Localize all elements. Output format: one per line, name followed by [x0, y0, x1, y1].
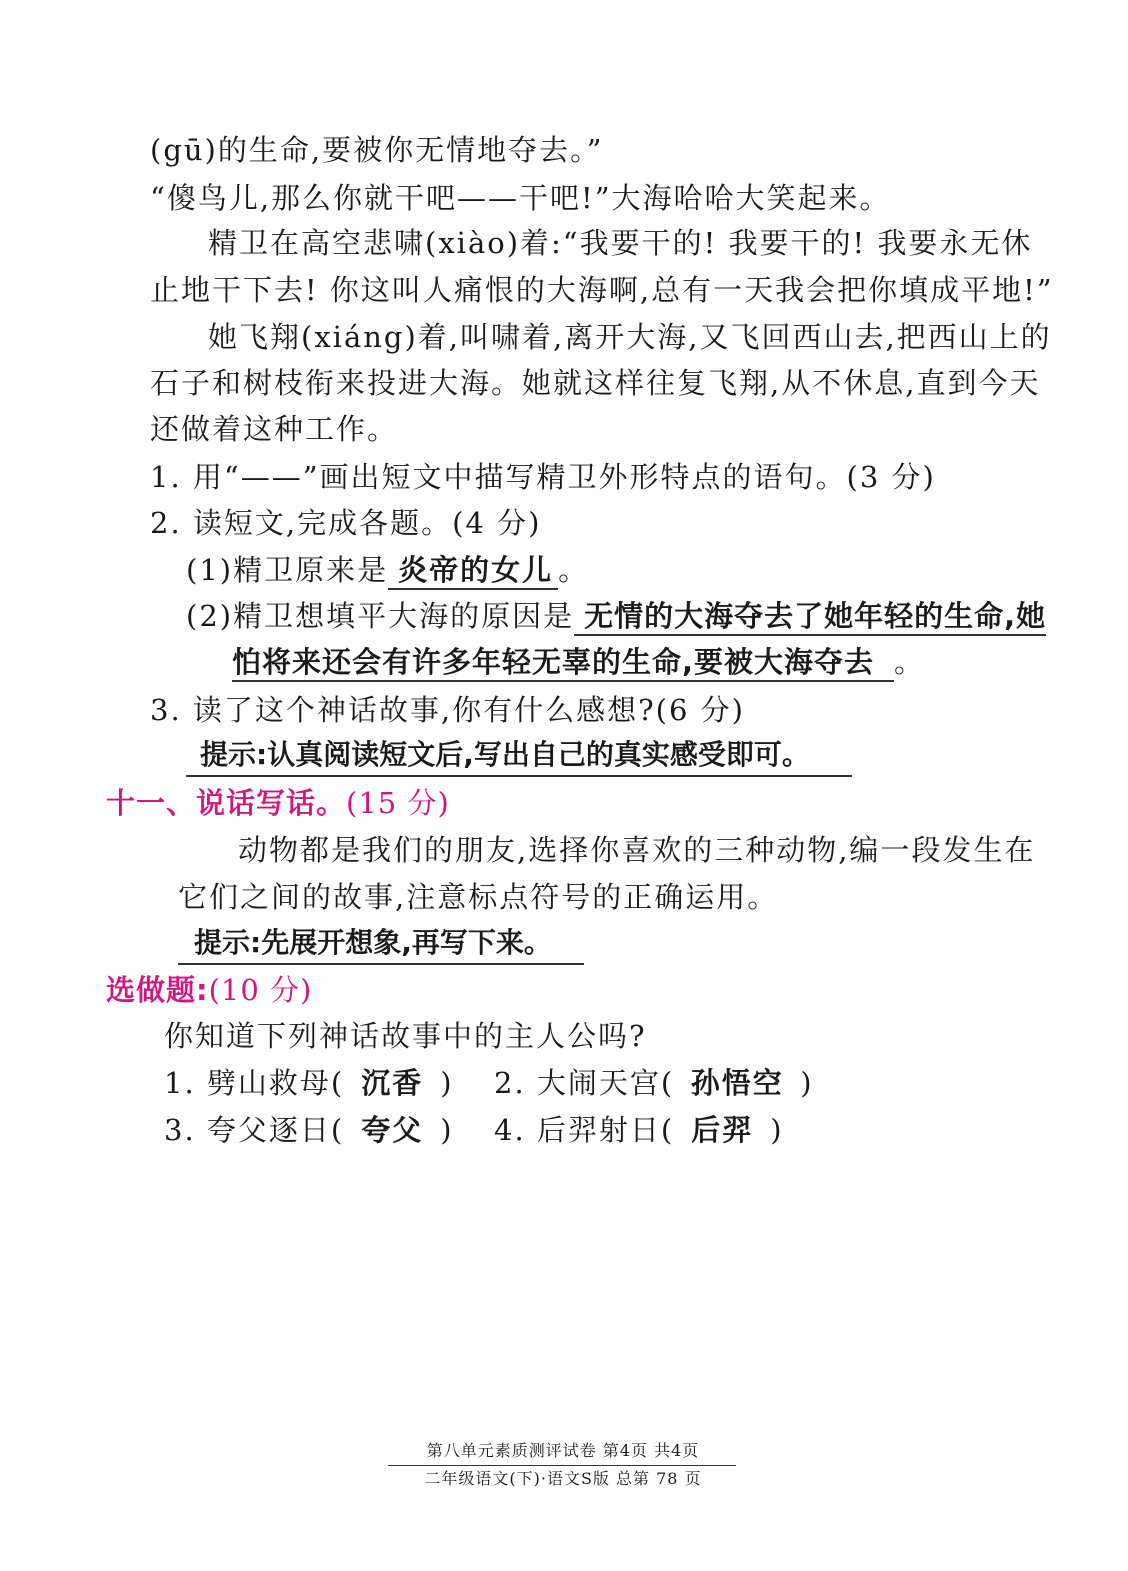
passage-line-7: 还做着这种工作。	[150, 412, 399, 446]
passage-line-5: 她飞翔(xiáng)着,叫啸着,离开大海,又飞回西山去,把西山上的	[208, 320, 1052, 354]
section-11-score: (15 分)	[346, 786, 450, 820]
footer-line-1: 第八单元素质测评试卷 第4页 共4页	[426, 1441, 700, 1460]
question-2-sub-2-answer-line-1: 无情的大海夺去了她年轻的生命,她	[574, 598, 1046, 636]
optional-item-label: 3. 夸父逐日(	[164, 1113, 345, 1147]
question-2-sub-1-answer: 炎帝的女儿	[388, 552, 558, 590]
question-2-sub-1-prefix: (1)精卫原来是	[186, 553, 389, 587]
optional-title	[106, 970, 312, 1010]
optional-item-answer: 沉香	[361, 1066, 424, 1100]
footer-divider	[388, 1465, 736, 1466]
passage-line-3: 精卫在高空悲啸(xiào)着:“我要干的! 我要干的! 我要永无休	[208, 226, 1033, 260]
optional-item-2	[494, 1063, 814, 1103]
question-2-sub-2-prefix: (2)精卫想填平大海的原因是	[186, 599, 575, 633]
optional-item-close: )	[800, 1066, 814, 1100]
passage-line-1: (gū)的生命,要被你无情地夺去。”	[150, 133, 604, 167]
optional-heading: 选做题:	[106, 973, 209, 1007]
footer-line-2: 二年级语文(下)·语文S版 总第 78 页	[424, 1469, 702, 1488]
optional-item-label: 4. 后羿射日(	[494, 1113, 675, 1147]
question-3-answer: 提示:认真阅读短文后,写出自己的真实感受即可。	[186, 735, 852, 777]
section-11-heading: 十一、说话写话。	[106, 786, 347, 820]
question-2-sub-2	[186, 596, 1046, 636]
optional-item-close: )	[440, 1113, 454, 1147]
question-2-sub-1	[186, 550, 589, 590]
optional-item-close: )	[440, 1066, 454, 1100]
section-11-answer: 提示:先展开想象,再写下来。	[178, 923, 584, 965]
optional-item-label: 1. 劈山救母(	[164, 1066, 345, 1100]
question-2-sub-1-suffix: 。	[558, 553, 590, 587]
question-2-sub-2-cont	[232, 642, 925, 682]
question-2-sub-2-suffix: 。	[894, 645, 926, 679]
question-2: 2. 读短文,完成各题。(4 分)	[150, 506, 542, 540]
question-3: 3. 读了这个神话故事,你有什么感想?(6 分)	[150, 693, 745, 727]
passage-line-2: “傻鸟儿,那么你就干吧——干吧!”大海哈哈大笑起来。	[150, 181, 891, 215]
optional-item-close: )	[770, 1113, 784, 1147]
optional-score: (10 分)	[208, 973, 313, 1007]
section-11-prompt-line-2: 它们之间的故事,注意标点符号的正确运用。	[178, 880, 779, 914]
optional-item-answer: 夸父	[361, 1113, 424, 1147]
question-1: 1. 用“——”画出短文中描写精卫外形特点的语句。(3 分)	[150, 460, 936, 494]
passage-line-4: 止地干下去! 你这叫人痛恨的大海啊,总有一天我会把你填成平地!”	[150, 273, 1054, 307]
passage-line-6: 石子和树枝衔来投进大海。她就这样往复飞翔,从不休息,直到今天	[150, 366, 1041, 400]
optional-item-label: 2. 大闹天宫(	[494, 1066, 675, 1100]
optional-item-3	[164, 1110, 454, 1150]
optional-prompt: 你知道下列神话故事中的主人公吗?	[164, 1019, 647, 1053]
optional-item-answer: 后羿	[691, 1113, 754, 1147]
section-11-title	[106, 783, 450, 823]
optional-item-4	[494, 1110, 784, 1150]
question-2-sub-2-answer-line-2: 怕将来还会有许多年轻无辜的生命,要被大海夺去	[232, 644, 894, 682]
optional-item-answer: 孙悟空	[690, 1066, 784, 1100]
optional-item-1	[164, 1063, 454, 1103]
section-11-prompt-line-1: 动物都是我们的朋友,选择你喜欢的三种动物,编一段发生在	[238, 833, 1036, 867]
